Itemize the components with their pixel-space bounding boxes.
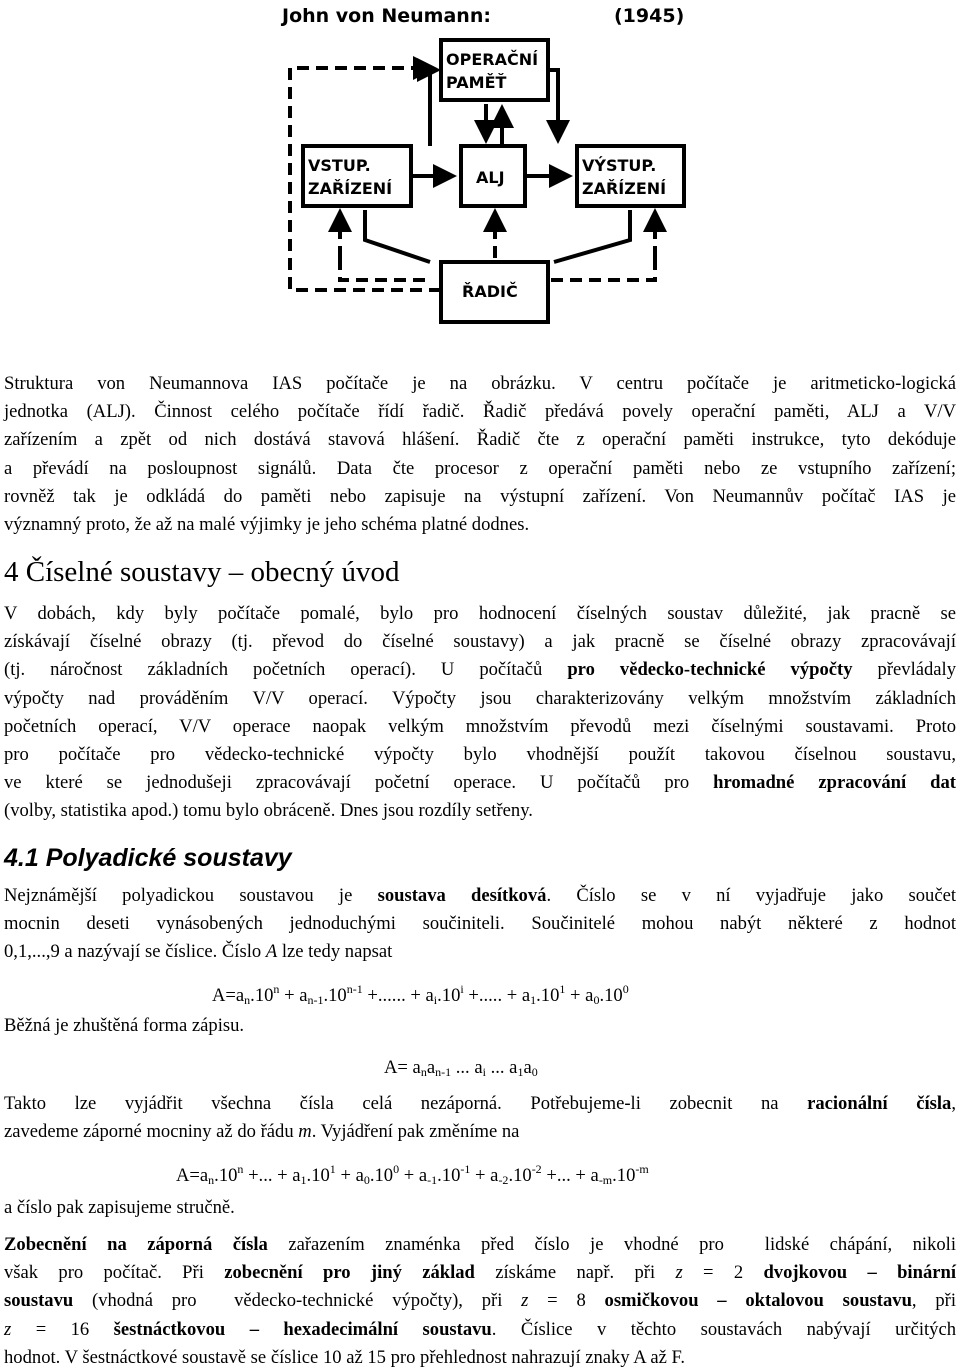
bold-term: soustavu (4, 1290, 74, 1312)
text-run: , (951, 1093, 956, 1114)
rational-paragraph (4, 1090, 956, 1146)
bold-term: dvojkovou – binární (763, 1262, 956, 1284)
text-line (4, 769, 956, 797)
text-line: pro počítače pro vědecko-technické výpočty bylo vhodnější použít takovou číselnou soustavu, (4, 744, 956, 766)
text-line: výpočty nad prováděním V/V operací. Výpočty jsou charakterizovány velkým množstvím základních (4, 687, 956, 709)
memory-label-2: PAMĚŤ (446, 73, 507, 92)
bold-term: šestnáctkovou – hexadecimální soustavu (113, 1318, 492, 1340)
text-line: početních operací, V/V operace naopak velkým množstvím převodů mezi číselnými soustavami. Proto (4, 715, 956, 737)
text-line: získávají číselné obrazy (tj. převod do číselné soustavy) a jak pracně se číselné obrazy zpracovávají (4, 631, 956, 653)
italic-term: A (265, 941, 278, 963)
text-run: zavedeme záporné mocniny až do řádu (4, 1121, 299, 1143)
italic-term: m (298, 1121, 312, 1143)
section-4-1-paragraph (4, 882, 956, 967)
generalization-paragraph (4, 1231, 956, 1372)
text-line (4, 1287, 956, 1315)
text-run: , při (911, 1290, 956, 1312)
text-run: (vhodná pro vědecko-technické výpočty), při (73, 1290, 522, 1312)
text-line: hodnot. V šestnáctkové soustavě se číslice 10 až 15 pro přehlednost nahrazují znaky A až F. (4, 1346, 685, 1368)
section-4-paragraph (4, 600, 956, 826)
controller-label: ŘADIČ (462, 282, 518, 301)
intro-line: rovněž tak je odkládá do paměti nebo zapisuje na výstupní zařízení. Von Neumannův počítač IAS je (4, 485, 956, 507)
output-label-1: VÝSTUP. (582, 156, 657, 175)
text-line: mocnin deseti vynásobených jednoduchými součiniteli. Součinitelé mohou nabýt některé z hodnot (4, 913, 956, 935)
intro-paragraph (4, 370, 956, 539)
text-run: = 2 (682, 1262, 764, 1284)
text-line (4, 1090, 956, 1118)
text-line (4, 656, 956, 684)
memory-label-1: OPERAČNÍ (446, 50, 539, 69)
diagram-year: (1945) (614, 5, 685, 27)
text-run: Takto lze vyjádřit všechna čísla celá nezáporná. Potřebujeme-li zobecnit na (4, 1093, 808, 1114)
section-4-1-heading: 4.1 Polyadické soustavy (4, 844, 292, 872)
text-line (4, 1231, 956, 1259)
formula-polyadic-negative: $A=a_n.10^n$ +... + $a_1.10^1 + a_0.10^0 + a_{-1}.10^{-1} + a_{-2}.10^{-2}$ +... + $a_{-m}.10^{-m}$ (176, 1162, 649, 1187)
text-line (4, 938, 956, 966)
diagram-svg (250, 0, 690, 330)
text-run: . Číslo se v ní vyjadřuje jako součet (546, 885, 956, 906)
formula-polyadic-full: $A=a_n.10^n + a_{n-1}.10^{n-1}$ +...... + $a_i.10^i$ +..... + $a_1.10^1 + a_0.10^0$ (212, 982, 629, 1007)
text-run: Nejznámější polyadickou soustavou je (4, 885, 378, 906)
intro-line: významný proto, že až na malé výjimky je jeho schéma platné dodnes. (4, 514, 530, 536)
text-line: (volby, statistika apod.) tomu bylo obráceně. Dnes jsou rozdíly setřeny. (4, 800, 533, 822)
text-line (4, 1259, 956, 1287)
text-run: ve které se jednodušeji zpracovávají početní operace. U počítačů pro (4, 772, 714, 794)
bold-term: zobecnění pro jiný základ (224, 1262, 475, 1284)
output-label-2: ZAŘÍZENÍ (582, 179, 667, 198)
diagram-title: John von Neumann: (282, 5, 491, 27)
bold-term: hromadné zpracování dat (713, 772, 956, 794)
intro-line: jednotka (ALJ). Činnost celého počítače řídí řadič. Řadič předává povely operační paměti, ALJ a V/V (4, 401, 956, 423)
short-write-label: a číslo pak zapisujeme stručně. (4, 1197, 235, 1218)
text-run: (tj. náročnost základních početních operací). U počítačů (4, 659, 568, 681)
von-neumann-diagram (250, 0, 690, 330)
text-run: lze tedy napsat (277, 941, 393, 963)
input-label-2: ZAŘÍZENÍ (308, 179, 393, 198)
short-form-label: Běžná je zhuštěná forma zápisu. (4, 1015, 245, 1036)
text-run: = 16 (11, 1318, 114, 1340)
intro-line: zařízením a zpět od nich dostává stavová hlášení. Řadič čte z operační paměti instrukce, tyto dekóduje (4, 429, 956, 451)
text-run: . Vyjádření pak změníme na (311, 1121, 520, 1143)
text-line (4, 1316, 956, 1344)
text-run: . Číslice v těchto soustavách nabývají určitých (491, 1318, 956, 1340)
alu-label: ALJ (476, 168, 505, 187)
bold-term: osmičkovou – oktalovou soustavu (604, 1290, 912, 1312)
input-label-1: VSTUP. (308, 156, 371, 175)
text-line (4, 1118, 956, 1146)
italic-term: z (521, 1290, 529, 1312)
section-4-heading: 4 Číselné soustavy – obecný úvod (4, 556, 400, 588)
bold-term: soustava desítková (377, 885, 547, 906)
text-run: = 8 (528, 1290, 605, 1312)
bold-term: Zobecnění na záporná čísla (4, 1234, 268, 1255)
text-run: 0,1,...,9 a nazývají se číslice. Číslo (4, 941, 266, 963)
text-run: převládaly (852, 659, 956, 681)
text-line: V dobách, kdy byly počítače pomalé, bylo pro hodnocení číselných soustav důležité, jak pracně se (4, 603, 956, 624)
italic-term: z (4, 1318, 12, 1340)
bold-term: pro vědecko-technické výpočty (567, 659, 853, 681)
text-run: získáme např. při (474, 1262, 676, 1284)
formula-polyadic-short: $A= a_na_{n-1}$ ... $a_i$ ... $a_1a_0$ (384, 1057, 538, 1079)
text-run: však pro počítač. Při (4, 1262, 225, 1284)
text-run: zařazením znaménka před číslo je vhodné pro lidské chápání, nikoli (267, 1234, 956, 1255)
bold-term: racionální čísla (807, 1093, 952, 1114)
intro-line: a převádí na posloupnost signálů. Data čte procesor z operační paměti nebo ze vstupního zařízení; (4, 457, 956, 479)
text-line (4, 882, 956, 910)
intro-line: Struktura von Neumannova IAS počítače je na obrázku. V centru počítače je aritmeticko-logická (4, 373, 956, 394)
italic-term: z (675, 1262, 683, 1284)
